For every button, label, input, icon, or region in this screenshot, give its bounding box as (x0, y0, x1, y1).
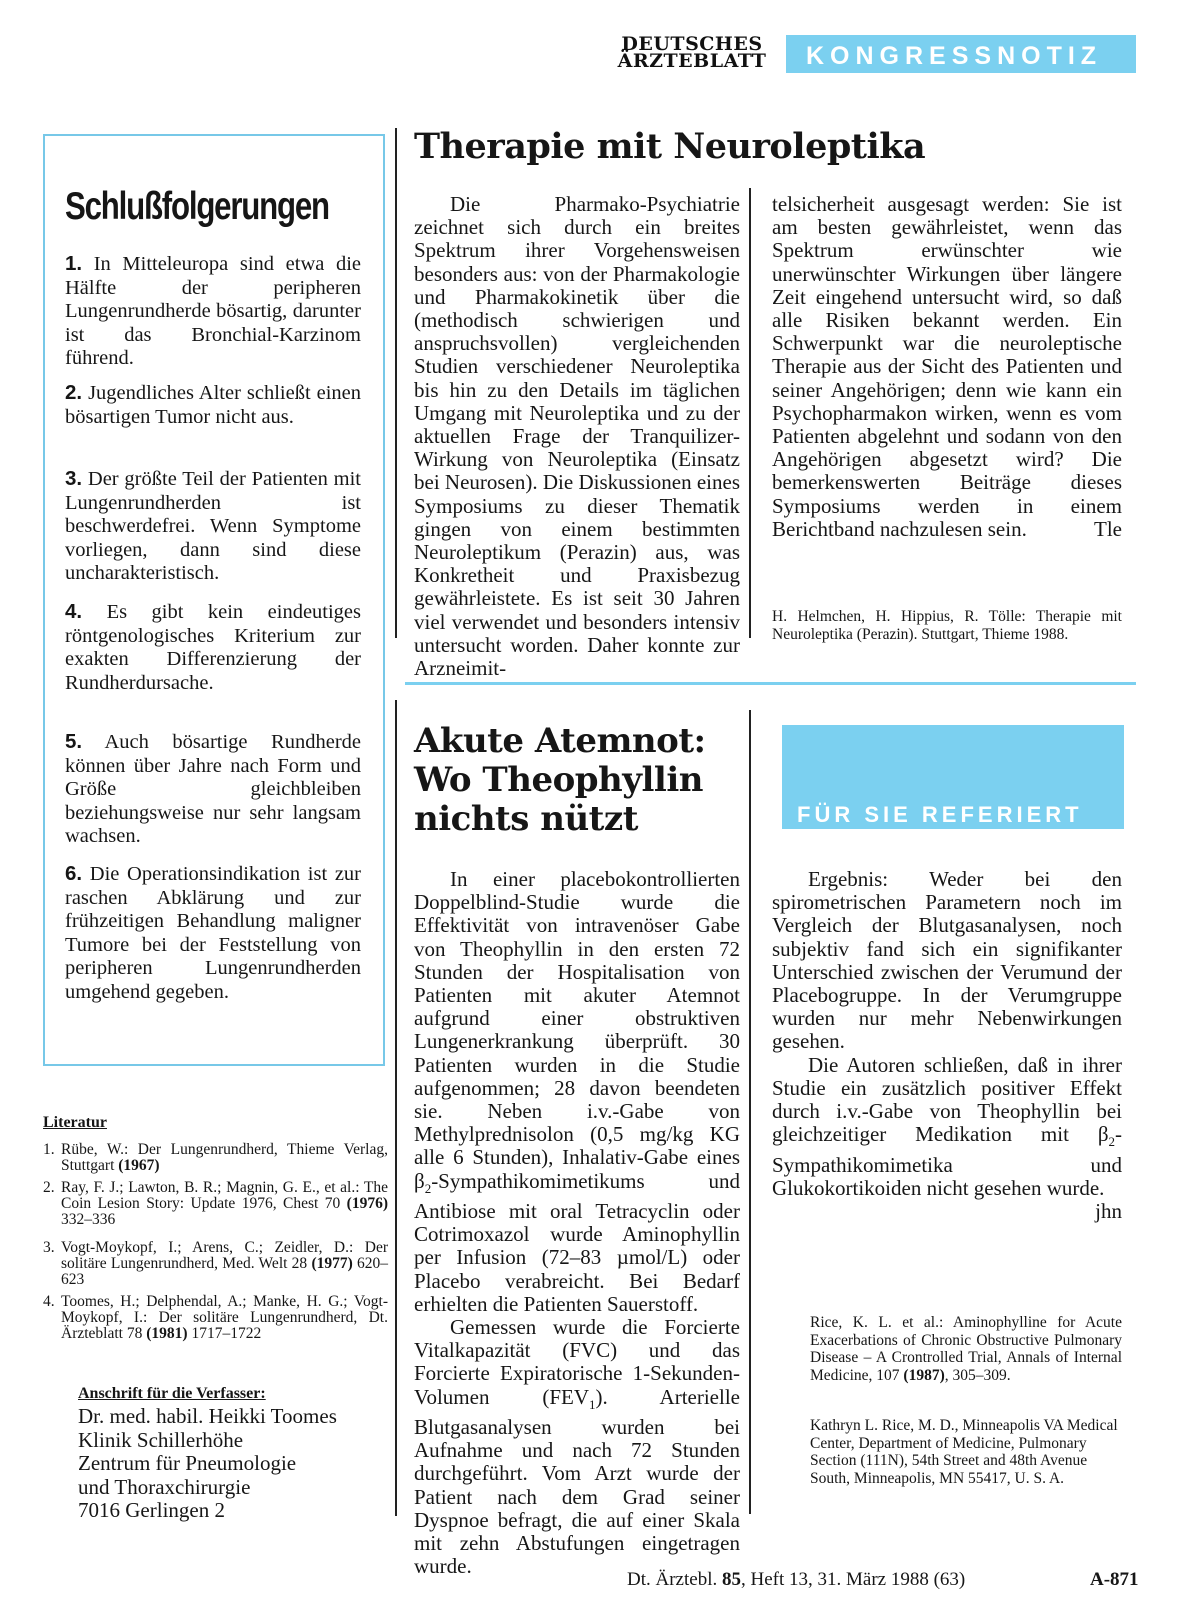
reference-item (43, 1142, 388, 1174)
reference-number: 3. (43, 1239, 55, 1256)
address-line: Zentrum für Pneumologie (78, 1451, 297, 1475)
article2-author: jhn (1095, 1199, 1122, 1224)
article2-paragraph: Gemessen wurde die Forcierte Vitalkapazität (FVC) und das Forcierte Expiratorische 1-Sekunden-Volumen $(FEV_1)$. Arterielle Blutgasanalysen wurden bei Aufnahme und nach 72 Stunden durchgeführt. Vom Arzt wurde der Patient nach dem Grad seiner Dyspnoe befragt, die auf einer Skala mit zehn Abstufungen eingetragen wurde. (414, 1315, 740, 1579)
article1-column1: Die Pharmako-Psychiatrie zeichnet sich durch ein breites Spektrum ihrer Vorgehensweisen besonders aus: von der Pharmakologie und Pharmakokinetik über die (methodisch schwierigen und anspruchsvollen) vergleichenden Studien verschiedener Neuroleptika bis hin zu den Details im täglichen Umgang mit Neuroleptika und zu der aktuellen Frage der Tranquilizer-Wirkung von Neuroleptika (Einsatz bei Neurosen). Die Diskussionen eines Symposiums zu dieser Thematik gingen von einem bestimmten Neuroleptikum (Perazin) aus, was Konkretheit und Praxisbezug gewährleistete. Es ist seit 30 Jahren viel verwendet und besonders intensiv untersucht worden. Daher konnte zur Arzneimit- (414, 192, 741, 681)
article2-paragraph: In einer placebokontrollierten Doppelblind-Studie wurde die Effektivität von intravenöser Gabe von Theophyllin in den ersten 72 Stunden der Hospitalisation von Patienten mit akuter Atemnot aufgrund einer obstruktiven Lungenerkrankung überprüft. 30 Patienten wurden in die Studie aufgenommen; 28 davon beendeten sie. Neben i.v.-Gabe von Methylprednisolon (0,5 mg/kg KG alle 6 Stunden), Inhalativ-Gabe eines $\beta_2$-Sympathikomimetikums und Antibiose mit oral Tetracyclin oder Cotrimoxazol wurde Aminophyllin per Infusion (72–83 µmol/L) oder Placebo verabreicht. Bei Bedarf erhielten die Patienten Sauerstoff. (414, 867, 740, 1316)
page-number: A-871 (1090, 1569, 1139, 1590)
conclusion-text: Jugendliches Alter schließt einen bösartigen Tumor nicht aus. (65, 382, 361, 428)
reference-year: (1976) (346, 1195, 388, 1212)
journal-masthead (612, 33, 772, 72)
address-line: Dr. med. habil. Heikki Toomes (78, 1404, 337, 1428)
masthead-line-2: ÄRZTEBLATT (617, 50, 767, 72)
author-address (78, 1405, 337, 1523)
referiert-label: FÜR SIE REFERIERT (797, 802, 1083, 827)
column-rule (749, 710, 751, 1514)
conclusion-item (65, 252, 361, 371)
reference-pages: 620–623 (61, 1255, 389, 1288)
article2-paragraph: Die Autoren schließen, daß in ihrer Studie ein zusätzlich positiver Effekt durch i.v.-Gabe von Theophyllin bei gleichzeitiger Medikation mit $\beta_2$-Sympathikomimetika und Glukokortikoiden nicht gesehen wurde. jhn (772, 1052, 1122, 1224)
conclusion-item (65, 730, 361, 849)
article1-body: telsicherheit ausgesagt werden: Sie ist am besten gewährleistet, wenn das Spektrum erwünschter wie unerwünschter Wirkungen über längere Zeit eingehend untersucht wird, so daß alle Risiken bekannt werden. Ein Schwerpunkt war die neuroleptische Therapie aus der Sicht des Patienten und seiner Angehörigen; denn wie kann ein Psychopharmakon wirken, wenn es vom Patienten abgelehnt und sodann von den Angehörigen abgesetzt wird? Die bemerkenswerten Beiträge dieses Symposiums werden in einem Berichtband nachzulesen sein. (772, 192, 1122, 541)
reference-text: Toomes, H.; Delphendal, A.; Manke, H. G.; Vogt-Moykopf, I.: Der solitäre Lungenrundherd, Dt. Ärzteblatt 78 (61, 1293, 388, 1342)
conclusion-number: 3. (65, 467, 83, 490)
article1-author: Tle (1094, 516, 1122, 541)
conclusion-item (65, 600, 361, 695)
conclusion-item (65, 381, 361, 429)
conclusions-title: Schlußfolgerungen (65, 185, 329, 228)
column-rule (749, 188, 751, 638)
masthead-line-1: DEUTSCHES (621, 33, 763, 55)
conclusion-text: Die Operationsindikation ist zur raschen Abklärung und zur frühzeitigen Behandlung maligner Tumore bei der Feststellung von peripheren Lungenrundherden umgehend gegeben. (65, 863, 361, 1003)
conclusion-item (65, 467, 361, 586)
reference-year: (1967) (118, 1157, 160, 1174)
conclusion-text: In Mitteleuropa sind etwa die Hälfte der peripheren Lungenrundherde bösartig, darunter ist das Bronchial-Karzinom führend. (65, 253, 361, 369)
reference-pages: 1717–1722 (187, 1325, 262, 1342)
conclusion-text: Der größte Teil der Patienten mit Lungenrundherden ist beschwerdefrei. Wenn Symptome vorliegen, dann sind diese uncharakteristisch. (65, 468, 361, 584)
reference-text: Rübe, W.: Der Lungenrundherd, Thieme Verlag, Stuttgart (61, 1141, 388, 1174)
article2-author-address: Kathryn L. Rice, M. D., Minneapolis VA Medical Center, Department of Medicine, Pulmonary Section (111N), 54th Street and 48th Avenue South, Minneapolis, MN 55417, U. S. A. (810, 1417, 1118, 1487)
reference-year: (1981) (146, 1325, 188, 1342)
conclusion-number: 5. (65, 730, 83, 753)
article1-title: Therapie mit Neuroleptika (414, 126, 926, 167)
article1-column2 (772, 193, 1122, 541)
conclusion-number: 4. (65, 600, 83, 623)
reference-item (43, 1240, 388, 1288)
reference-pages: 332–336 (61, 1211, 116, 1228)
address-line: 7016 Gerlingen 2 (78, 1498, 225, 1522)
literature-heading: Literatur (43, 1114, 107, 1131)
article2-title: Akute Atemnot: Wo Theophyllin nichts nützt (414, 721, 706, 839)
conclusion-item (65, 862, 361, 1004)
address-line: und Thoraxchirurgie (78, 1474, 251, 1499)
column-rule (395, 128, 397, 638)
article2-source: Rice, K. L. et al.: Aminophylline for Acute Exacerbations of Chronic Obstructive Pulmonary Disease – A Crontrolled Trial, Annals of Internal Medicine, 107 (1987), 305–309. (810, 1314, 1122, 1384)
reference-number: 4. (43, 1293, 55, 1310)
reference-number: 1. (43, 1141, 55, 1158)
article2-paragraph: Ergebnis: Weder bei den spirometrischen Parametern noch im Vergleich der Blutgasanalysen, noch subjektiv fand sich ein signifikanter Unterschied zwischen der Verumund der Placebogruppe. In der Verumgruppe wurden nur mehr Nebenwirkungen gesehen. (772, 867, 1122, 1054)
conclusion-number: 2. (65, 381, 83, 404)
address-heading: Anschrift für die Verfasser: (78, 1385, 266, 1402)
reference-item (43, 1180, 388, 1228)
page-footer: Dt. Ärztebl. 85, Heft 13, 31. März 1988 (63) (627, 1569, 966, 1590)
column-rule (395, 700, 397, 1516)
article1-source: H. Helmchen, H. Hippius, R. Tölle: Therapie mit Neuroleptika (Perazin). Stuttgart, Thieme 1988. (772, 608, 1122, 643)
conclusion-text: Auch bösartige Rundherde können über Jahre nach Form und Größe gleichbleiben beziehungsweise nur sehr langsam wachsen. (65, 731, 361, 847)
reference-year: (1977) (311, 1255, 353, 1272)
address-line: Klinik Schillerhöhe (78, 1427, 244, 1452)
section-label: KONGRESSNOTIZ (806, 42, 1103, 70)
reference-text: Ray, F. J.; Lawton, B. R.; Magnin, G. E., et al.: The Coin Lesion Story: Update 1976, Chest 70 (61, 1179, 388, 1212)
conclusion-number: 6. (65, 862, 83, 885)
reference-number: 2. (43, 1179, 55, 1196)
article-divider (405, 682, 1136, 685)
article2-column2 (772, 868, 1122, 1223)
reference-text: Vogt-Moykopf, I.; Arens, C.; Zeidler, D.: Der solitäre Lungenrundherd, Med. Welt 28 (61, 1239, 388, 1272)
reference-item (43, 1294, 388, 1342)
conclusion-number: 1. (65, 252, 83, 275)
article2-column1 (414, 868, 740, 1578)
conclusion-text: Es gibt kein eindeutiges röntgenologisches Kriterium zur exakten Differenzierung der Rundherdursache. (65, 601, 362, 694)
